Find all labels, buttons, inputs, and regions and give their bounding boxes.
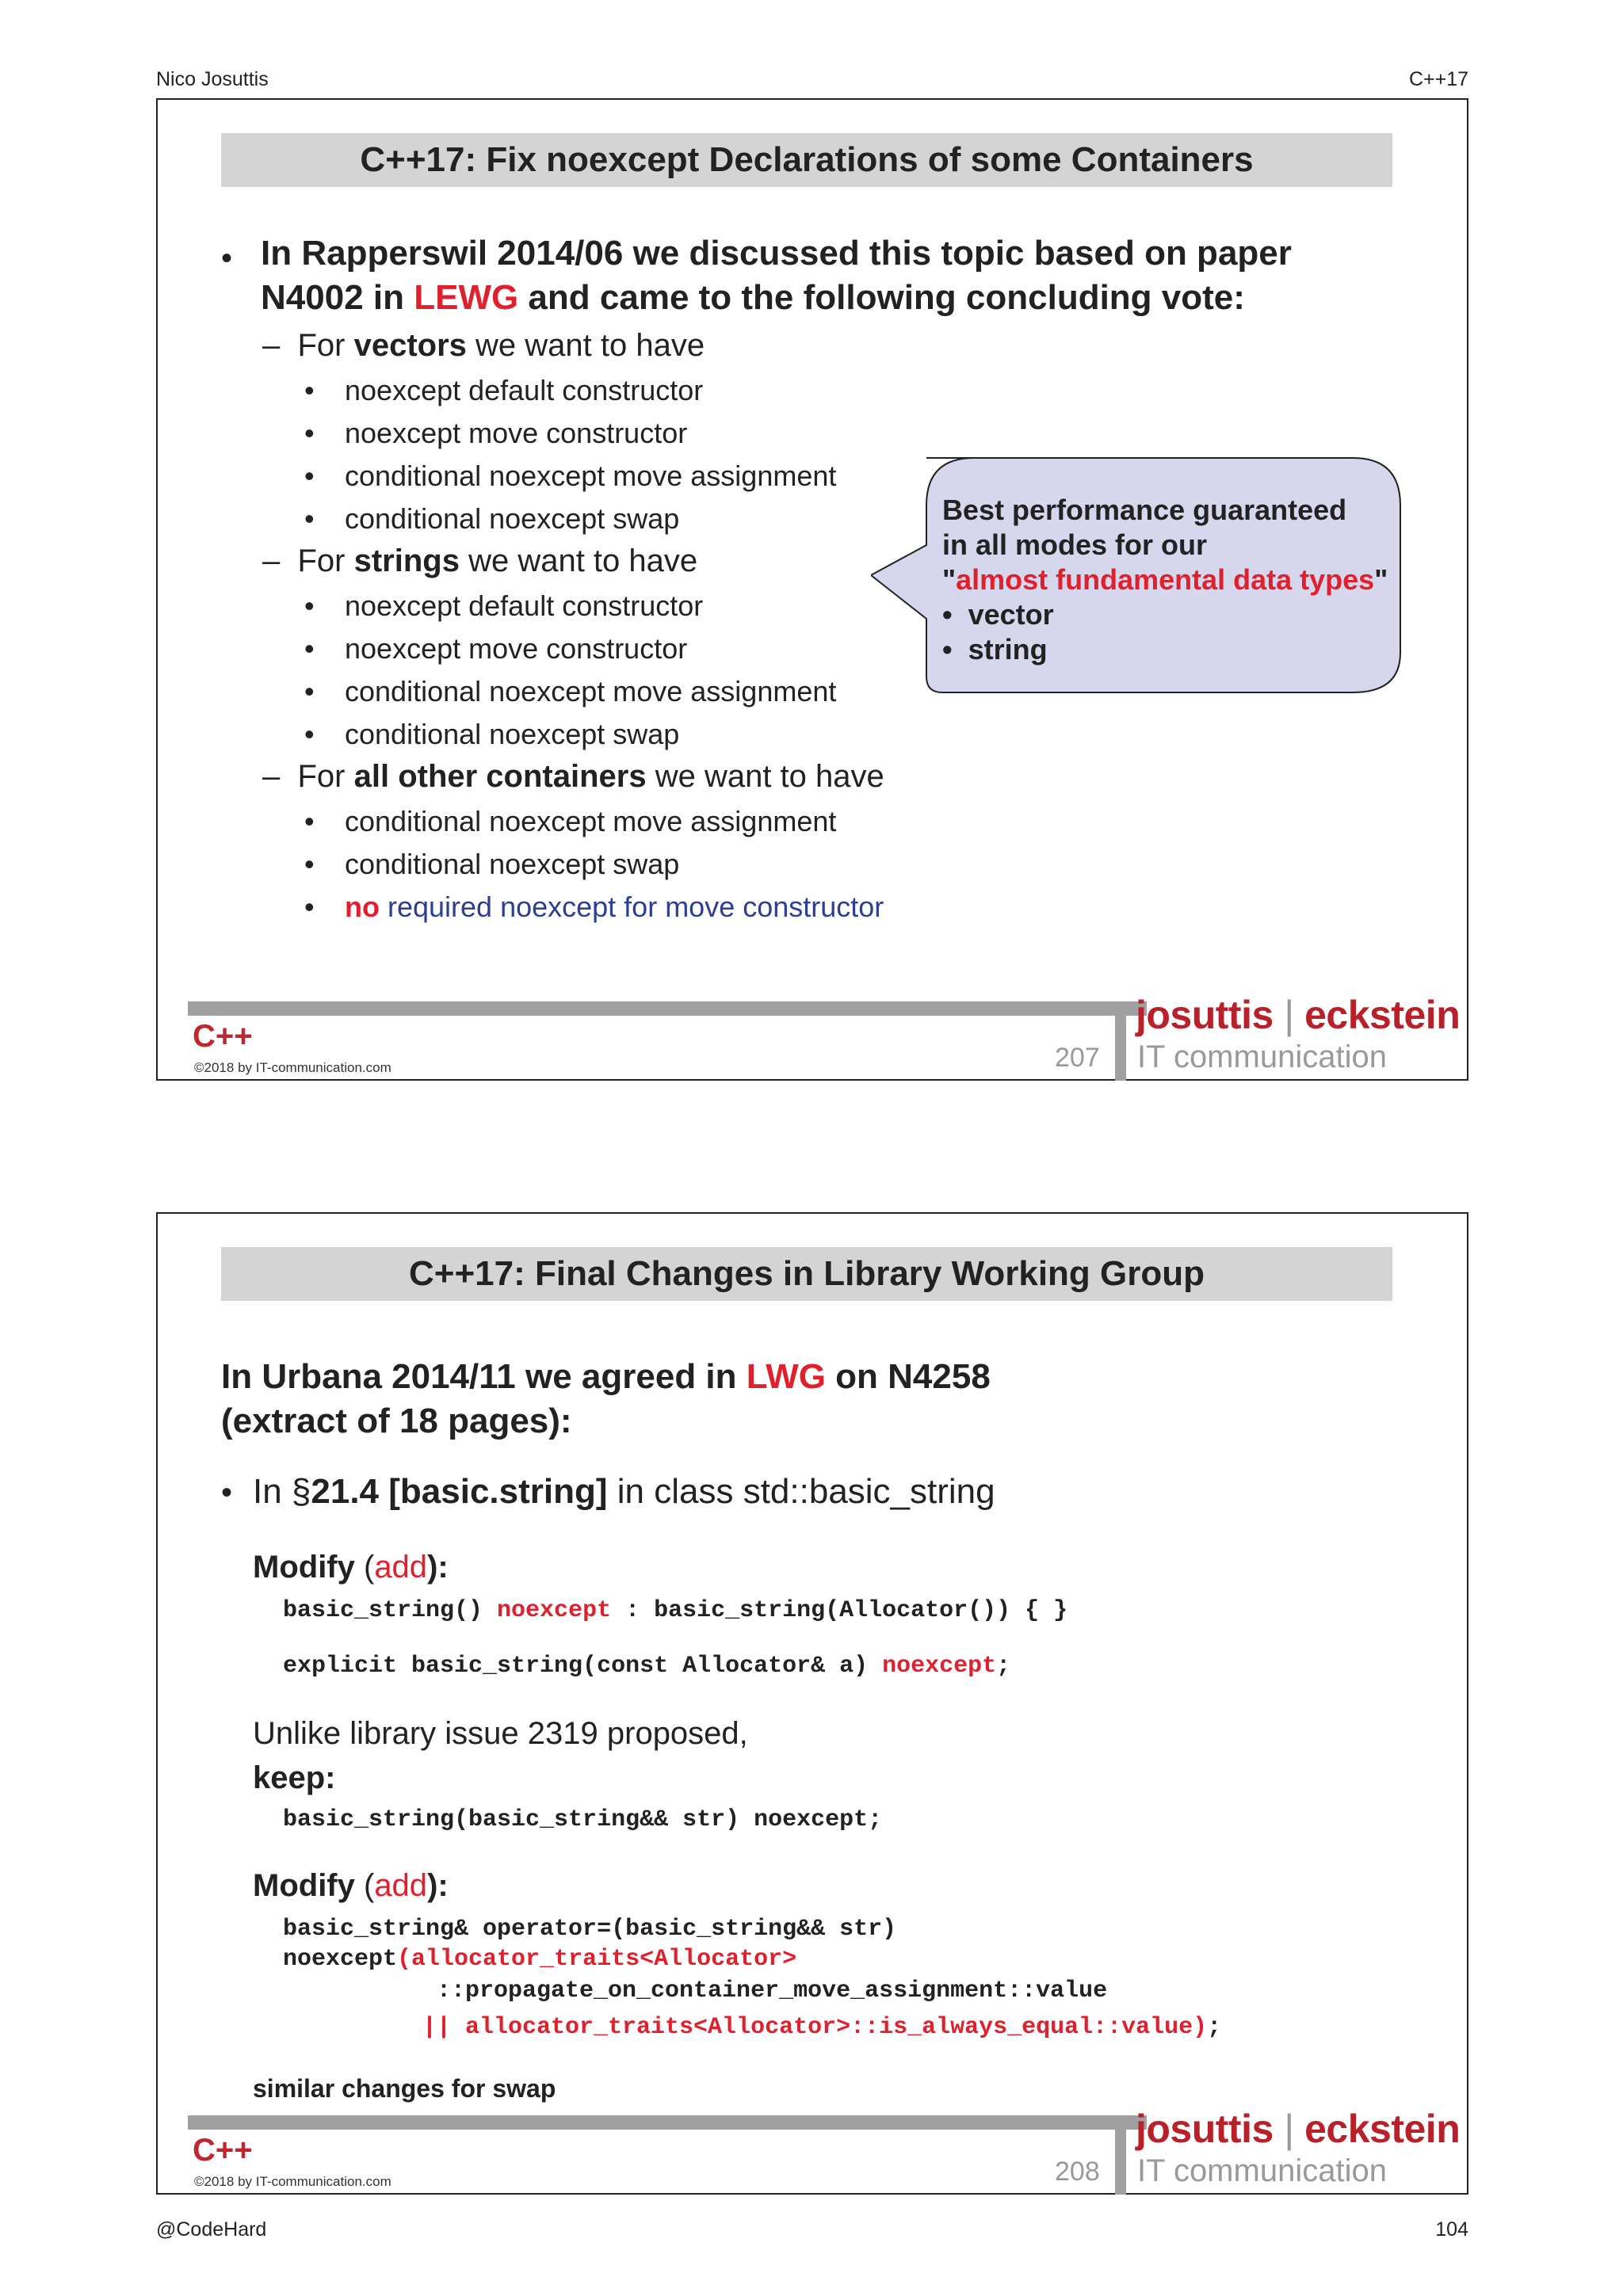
list-item: •	[304, 417, 315, 449]
code-line: basic_string& operator=(basic_string&& str)	[283, 1916, 897, 1943]
bullet-dot: •	[221, 1475, 233, 1510]
list-item: •	[304, 632, 315, 665]
footer-divider	[1115, 2115, 1126, 2195]
list-item: •	[304, 460, 315, 492]
intro-line-1: In Urbana 2014/11 we agreed in LWG on N4258	[221, 1357, 991, 1396]
brand-subtitle: IT communication	[1137, 2153, 1387, 2188]
code-line: basic_string() noexcept : basic_string(Allocator()) { }	[283, 1597, 1068, 1624]
slide-title: C++17: Final Changes in Library Working Group	[221, 1247, 1392, 1301]
other-containers-heading: – For all other containers we want to have	[262, 759, 884, 794]
footer-bar	[188, 2115, 1147, 2130]
list-item: conditional noexcept move assignment	[345, 460, 837, 492]
copyright: ©2018 by IT-communication.com	[194, 2174, 391, 2189]
list-item: •	[304, 374, 315, 406]
vectors-heading: – For vectors we want to have	[262, 328, 705, 363]
brand-subtitle: IT communication	[1137, 1039, 1387, 1074]
slide-number: 207	[1055, 1043, 1100, 1073]
list-item: •	[304, 675, 315, 707]
list-item: •	[304, 589, 315, 622]
page-header-topic: C++17	[1408, 68, 1468, 90]
code-line: noexcept(allocator_traits<Allocator>	[283, 1946, 797, 1973]
modify-label-1: Modify (add):	[253, 1550, 449, 1585]
intro-line-1: In Rapperswil 2014/06 we discussed this topic based on paper	[261, 234, 1292, 273]
keep-label: keep:	[253, 1760, 336, 1795]
cpp-logo: C++	[193, 2133, 253, 2168]
list-item: noexcept move constructor	[345, 632, 688, 665]
similar-note: similar changes for swap	[253, 2074, 556, 2103]
list-item: noexcept default constructor	[345, 589, 704, 622]
list-item: conditional noexcept swap	[345, 848, 680, 880]
list-item: noexcept default constructor	[345, 374, 704, 406]
list-item: •	[304, 502, 315, 535]
list-item: conditional noexcept swap	[345, 502, 680, 535]
footer-bar	[188, 1001, 1147, 1016]
slide-number: 208	[1055, 2157, 1100, 2187]
footer-divider	[1115, 1001, 1126, 1081]
copyright: ©2018 by IT-communication.com	[194, 1060, 391, 1075]
list-item: conditional noexcept move assignment	[345, 805, 837, 837]
slide-207	[156, 98, 1468, 1081]
code-line: || allocator_traits<Allocator>::is_always_equal::value);	[422, 2014, 1222, 2041]
list-item: conditional noexcept move assignment	[345, 675, 837, 707]
modify-label-2: Modify (add):	[253, 1868, 449, 1903]
bullet-dot: •	[221, 241, 233, 276]
section-point: In §21.4 [basic.string] in class std::basic_string	[253, 1472, 995, 1511]
brand-logo: josuttis | eckstein	[1136, 993, 1461, 1037]
unlike-text: Unlike library issue 2319 proposed,	[253, 1716, 748, 1751]
code-line: basic_string(basic_string&& str) noexcept;	[283, 1806, 883, 1833]
brand-logo: josuttis | eckstein	[1136, 2107, 1461, 2151]
list-item: •	[304, 848, 315, 880]
intro-line-2: N4002 in LEWG and came to the following concluding vote:	[261, 278, 1245, 317]
intro-line-2: (extract of 18 pages):	[221, 1402, 572, 1440]
list-item: •	[304, 891, 315, 923]
list-item: •	[304, 718, 315, 750]
code-line: ::propagate_on_container_move_assignment::value	[437, 1978, 1108, 2004]
slide-208	[156, 1212, 1468, 2195]
page-footer-handle: @CodeHard	[156, 2218, 267, 2241]
lwg-highlight: LWG	[746, 1357, 826, 1396]
callout-text: Best performance guaranteed in all modes for our "almost fundamental data types" • vector • string	[942, 494, 1388, 666]
list-item: noexcept move constructor	[345, 417, 688, 449]
list-item: no required noexcept for move constructor	[345, 891, 884, 923]
code-line: explicit basic_string(const Allocator& a) noexcept;	[283, 1653, 1011, 1680]
slide-title: C++17: Fix noexcept Declarations of some Containers	[221, 133, 1392, 187]
list-item: •	[304, 805, 315, 837]
cpp-logo: C++	[193, 1019, 253, 1054]
strings-heading: – For strings we want to have	[262, 543, 698, 578]
page-footer-number: 104	[1435, 2218, 1468, 2241]
page-header-author: Nico Josuttis	[156, 68, 269, 90]
lewg-highlight: LEWG	[414, 278, 519, 317]
list-item: conditional noexcept swap	[345, 718, 680, 750]
